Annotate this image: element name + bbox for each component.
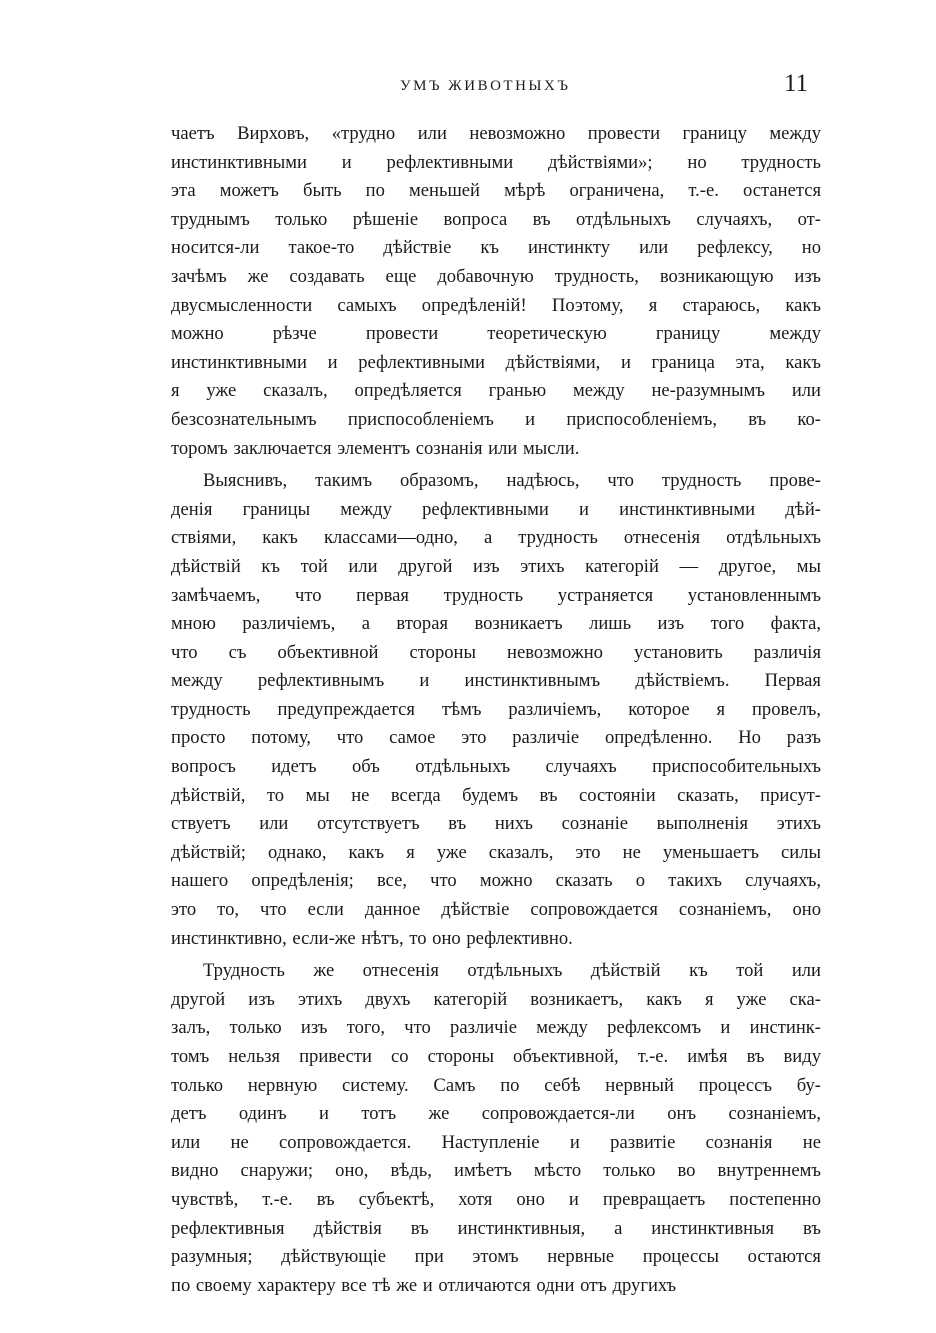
text-line: разумныя; дѣйствующіе при этомъ нервные процессы остаются — [171, 1246, 821, 1268]
text-line: или не сопровождается. Наступленіе и развитіе сознанія не — [171, 1131, 821, 1153]
text-line: зачѣмъ же создавать еще добавочную трудность, возникающую изъ — [171, 265, 821, 287]
text-line: мною различіемъ, а вторая возникаетъ лишь изъ того факта, — [171, 613, 821, 635]
text-line: дѣйствій къ той или другой изъ этихъ категорій — другое, мы — [171, 555, 821, 577]
text-line: двусмысленности самыхъ опредѣленій! Поэтому, я стараюсь, какъ — [171, 294, 821, 316]
text-line: только нервную систему. Самъ по себѣ нервный процессъ бу- — [171, 1074, 821, 1096]
text-line: детъ одинъ и тотъ же сопровождается-ли онъ сознаніемъ, — [171, 1103, 821, 1125]
text-line: другой изъ этихъ двухъ категорій возникаетъ, какъ я уже ска- — [171, 988, 821, 1010]
text-line: просто потому, что самое это различіе опредѣленно. Но разъ — [171, 727, 821, 749]
text-line: труднымъ только рѣшеніе вопроса въ отдѣльныхъ случаяхъ, от- — [171, 208, 821, 230]
text-line: это то, что если данное дѣйствіе сопровождается сознаніемъ, оно — [171, 899, 821, 921]
body-text — [171, 120, 821, 1300]
text-line: носится-ли такое-то дѣйствіе къ инстинкту или рефлексу, но — [171, 237, 821, 259]
text-line: инстинктивно, если-же нѣтъ, то оно рефлективно. — [171, 927, 573, 949]
text-line: между рефлективнымъ и инстинктивнымъ дѣйствіемъ. Первая — [171, 670, 821, 692]
text-line: залъ, только изъ того, что различіе между рефлексомъ и инстинк- — [171, 1017, 821, 1039]
text-line: видно снаружи; оно, вѣдь, имѣетъ мѣсто только во внутреннемъ — [171, 1160, 821, 1182]
text-line: ствуетъ или отсутствуетъ въ нихъ сознаніе выполненія этихъ — [171, 813, 821, 835]
text-line: дѣйствій, то мы не всегда будемъ въ состояніи сказать, присут- — [171, 784, 821, 806]
text-line: рефлективныя дѣйствія въ инстинктивныя, а инстинктивныя въ — [171, 1217, 821, 1239]
paragraph — [171, 957, 821, 1300]
text-line: замѣчаемъ, что первая трудность устраняется установленнымъ — [171, 584, 821, 606]
text-line: эта можетъ быть по меньшей мѣрѣ ограничена, т.-е. останется — [171, 180, 821, 202]
page-number: 11 — [784, 70, 809, 97]
paragraph — [171, 120, 821, 463]
text-line: торомъ заключается элементъ сознанія или мысли. — [171, 437, 580, 459]
text-line: Выяснивъ, такимъ образомъ, надѣюсь, что трудность прове- — [203, 470, 821, 492]
text-line: трудность предупреждается тѣмъ различіемъ, которое я провелъ, — [171, 698, 821, 720]
text-line: Трудность же отнесенія отдѣльныхъ дѣйствій къ той или — [203, 960, 821, 982]
text-line: безсознательнымъ приспособленіемъ и приспособленіемъ, въ ко- — [171, 408, 821, 430]
text-line: можно рѣзче провести теоретическую границу между — [171, 323, 821, 345]
text-line: по своему характеру все тѣ же и отличаются одни отъ другихъ — [171, 1274, 677, 1296]
text-line: ствіями, какъ классами—одно, а трудность отнесенія отдѣльныхъ — [171, 527, 821, 549]
text-line: томъ нельзя привести со стороны объективной, т.-е. имѣя въ виду — [171, 1046, 821, 1067]
text-line: чувствѣ, т.-е. въ субъектѣ, хотя оно и превращаетъ постепенно — [171, 1188, 821, 1210]
text-line: вопросъ идетъ объ отдѣльныхъ случаяхъ приспособительныхъ — [171, 756, 821, 778]
text-line: инстинктивными и рефлективными дѣйствіями»; но трудность — [171, 151, 821, 173]
text-line: инстинктивными и рефлективными дѣйствіями, и граница эта, какъ — [171, 351, 821, 373]
paragraph — [171, 467, 821, 953]
text-line: что съ объективной стороны невозможно установить различія — [171, 641, 821, 663]
running-title: УМЪ ЖИВОТНЫХЪ — [400, 78, 571, 94]
text-line: чаетъ Вирховъ, «трудно или невозможно провести границу между — [171, 123, 821, 144]
text-line: я уже сказалъ, опредѣляется гранью между не-разумнымъ или — [171, 380, 821, 402]
text-line: денія границы между рефлективными и инстинктивными дѣй- — [171, 498, 821, 520]
text-line: нашего опредѣленія; все, что можно сказать о такихъ случаяхъ, — [171, 870, 821, 892]
running-head — [0, 72, 936, 102]
text-line: дѣйствій; однако, какъ я уже сказалъ, это не уменьшаетъ силы — [171, 841, 821, 863]
